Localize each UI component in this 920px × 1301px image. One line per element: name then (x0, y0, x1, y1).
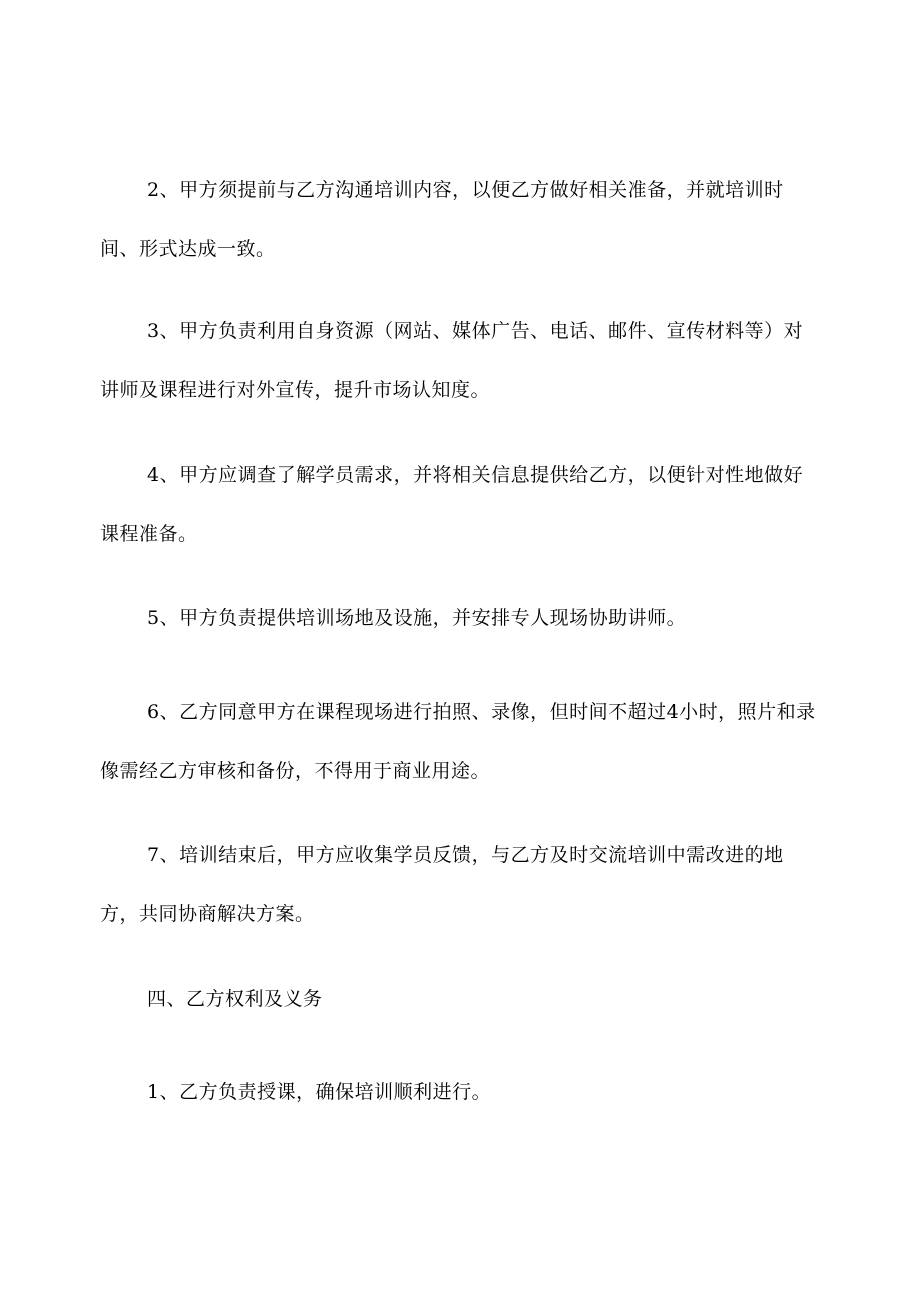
paragraph-item-7: 7、培训结束后，甲方应收集学员反馈，与乙方及时交流培训中需改进的地方，共同协商解决方案。 (100, 844, 784, 925)
paragraph-item-5: 5、甲方负责提供培训场地及设施，并安排专人现场协助讲师。 (147, 607, 687, 629)
paragraph-item-1: 1、乙方负责授课，确保培训顺利进行。 (147, 1081, 492, 1103)
paragraph-item-6: 6、乙方同意甲方在课程现场进行拍照、录像，但时间不超过4小时，照片和录像需经乙方审核和备份，不得用于商业用途。 (100, 701, 816, 782)
paragraph-item-4: 4、甲方应调查了解学员需求，并将相关信息提供给乙方，以便针对性地做好课程准备。 (100, 464, 804, 545)
paragraph-item-2: 2、甲方须提前与乙方沟通培训内容，以便乙方做好相关准备，并就培训时间、形式达成一致。 (100, 179, 784, 260)
section-heading: 四、乙方权利及义务 (147, 988, 323, 1010)
paragraph-item-3: 3、甲方负责利用自身资源（网站、媒体广告、电话、邮件、宣传材料等）对讲师及课程进行对外宣传，提升市场认知度。 (100, 320, 804, 401)
